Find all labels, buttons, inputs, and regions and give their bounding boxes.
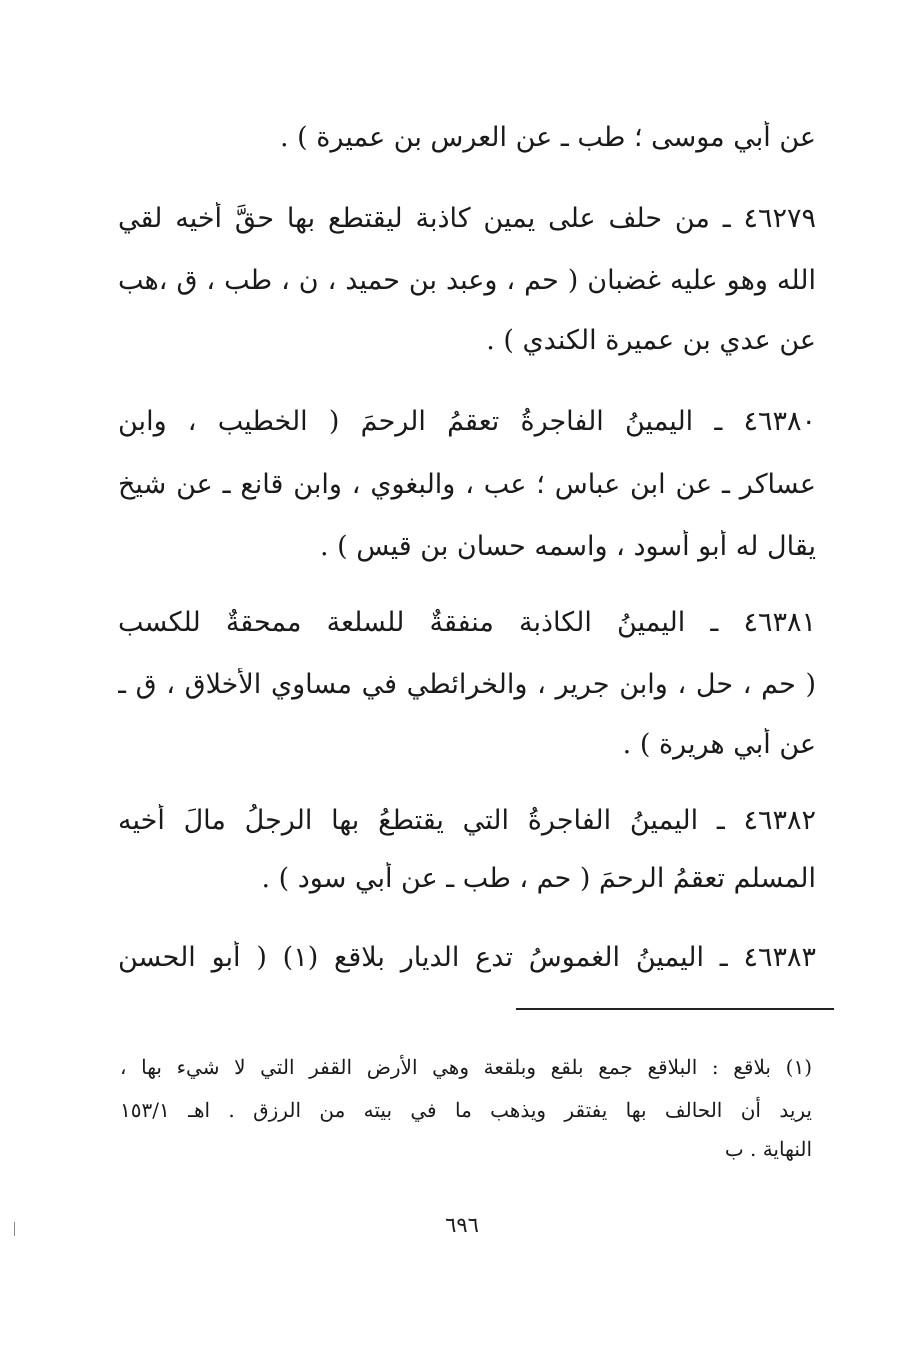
hadith-46279-line-3: عن عدي بن عميرة الكندي ) . xyxy=(486,325,816,356)
footnote-separator xyxy=(516,1008,834,1010)
hadith-46279-line-1: ٤٦٢٧٩ ـ من حلف على يمين كاذبة ليقتطع بها حقَّ أخيه لقي xyxy=(118,203,816,234)
hadith-46381-line-2: ( حم ، حل ، وابن جرير ، والخرائطي في مساوي الأخلاق ، ق ـ xyxy=(118,669,816,700)
hadith-46382-line-2: المسلم تعقمُ الرحمَ ( حم ، طب ـ عن أبي سود ) . xyxy=(261,863,816,894)
footnote-line-1: (١) بلاقع : البلاقع جمع بلقع وبلقعة وهي الأرض القفر التي لا شيء بها ، xyxy=(120,1055,812,1079)
hadith-46382-line-1: ٤٦٣٨٢ ـ اليمينُ الفاجرةُ التي يقتطعُ بها الرجلُ مالَ أخيه xyxy=(118,805,816,836)
hadith-46381-line-1: ٤٦٣٨١ ـ اليمينُ الكاذبة منفقةٌ للسلعة ممحقةٌ للكسب xyxy=(118,607,816,638)
text-line-1: عن أبي موسى ؛ طب ـ عن العرس بن عميرة ) . xyxy=(280,122,816,153)
footnote-line-3: النهاية . ب xyxy=(724,1137,812,1161)
hadith-46381-line-3: عن أبي هريرة ) . xyxy=(622,729,816,760)
hadith-46383-line-1: ٤٦٣٨٣ ـ اليمينُ الغموسُ تدع الديار بلاقع (١) ( أبو الحسن xyxy=(118,942,816,973)
footnote-line-2: يريد أن الحالف بها يفتقر ويذهب ما في بيته من الرزق . اهـ ١٥٣/١ xyxy=(120,1098,812,1122)
page-number: ٦٩٦ xyxy=(445,1213,479,1237)
hadith-46279-line-2: الله وهو عليه غضبان ( حم ، وعبد بن حميد ، ن ، طب ، ق ،هب xyxy=(118,265,816,296)
hadith-46380-line-2: عساكر ـ عن ابن عباس ؛ عب ، والبغوي ، وابن قانع ـ عن شيخ xyxy=(118,469,816,500)
scan-mark xyxy=(14,1222,15,1236)
hadith-46380-line-3: يقال له أبو أسود ، واسمه حسان بن قيس ) . xyxy=(319,531,816,562)
hadith-46380-line-1: ٤٦٣٨٠ ـ اليمينُ الفاجرةُ تعقمُ الرحمَ ( الخطيب ، وابن xyxy=(118,406,816,437)
